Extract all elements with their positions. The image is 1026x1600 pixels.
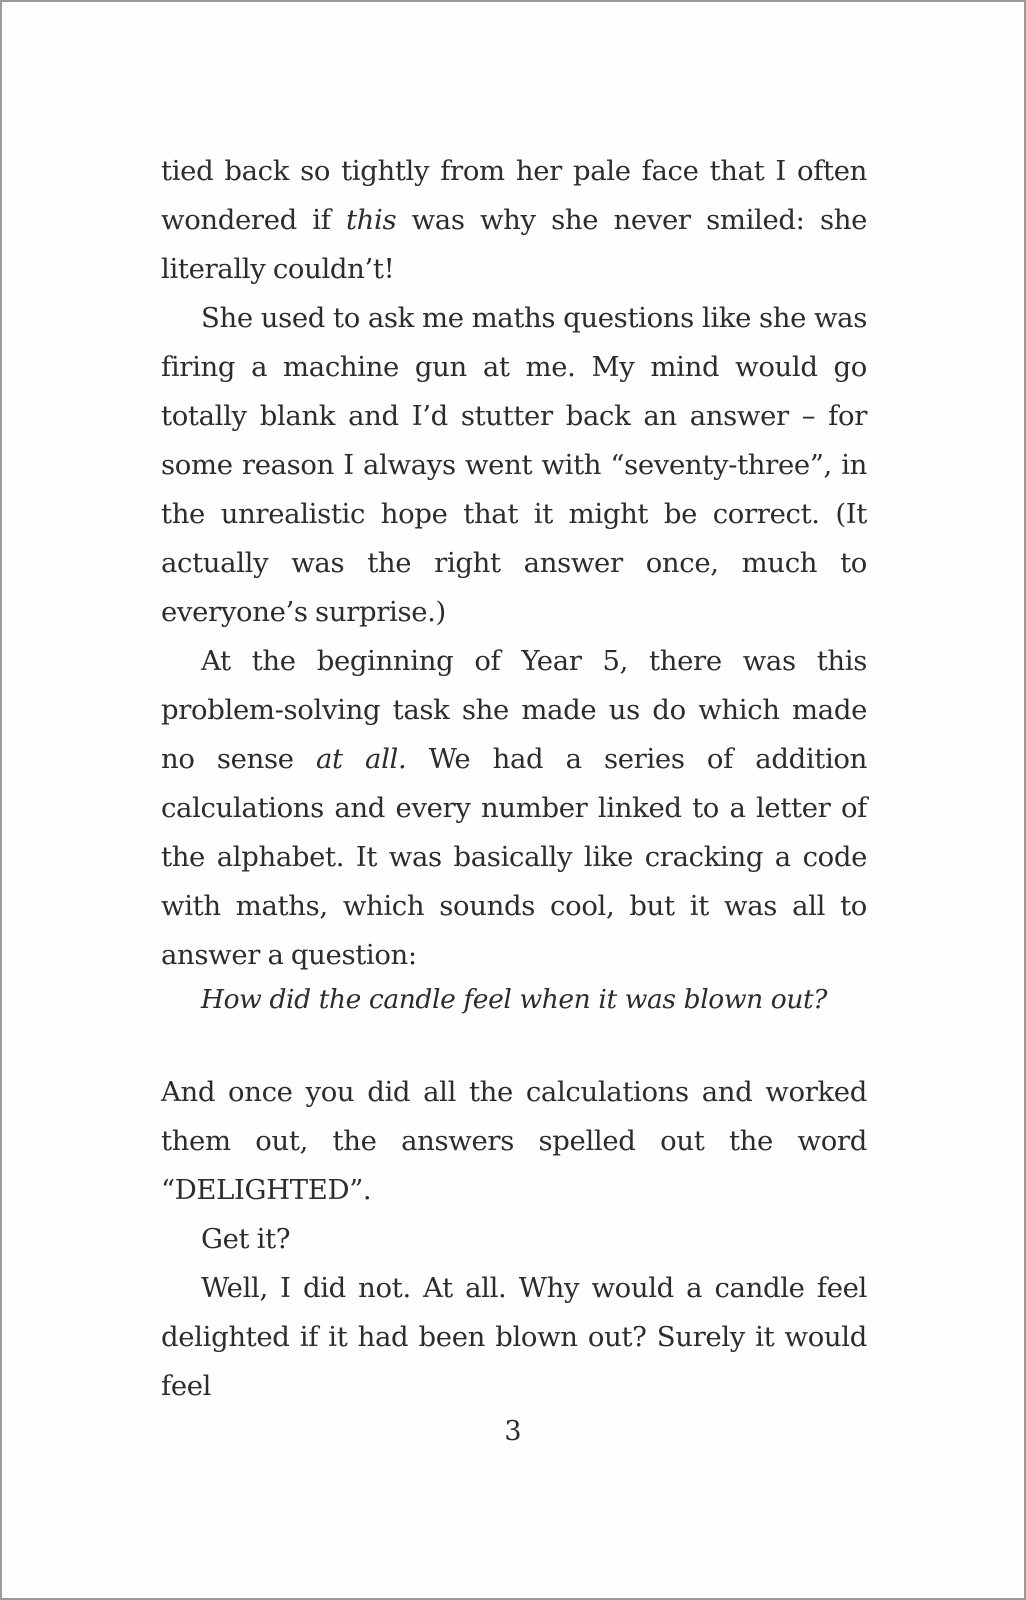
italic-text: this bbox=[345, 204, 397, 236]
paragraph bbox=[161, 147, 867, 294]
italic-question: How did the candle feel when it was blown out? bbox=[200, 984, 828, 1015]
paragraph-text: Well, I did not. At all. Why would a candle feel delighted if it had been blown out? Surely it would feel bbox=[161, 1272, 867, 1402]
italic-text: at all. bbox=[315, 743, 407, 775]
paragraph-text: And once you did all the calculations and worked them out, the answers spelled out the word “DELIGHTED”. bbox=[161, 1076, 867, 1206]
paragraph bbox=[161, 1264, 867, 1411]
paragraph-text: tied back so tightly from her pale face that I often wondered if bbox=[161, 155, 867, 236]
paragraph bbox=[161, 1215, 867, 1264]
paragraph bbox=[161, 637, 867, 980]
body-text-bottom bbox=[161, 1068, 867, 1411]
paragraph-text: was why she never smiled: she literally couldn’t! bbox=[161, 204, 868, 285]
body-text-top bbox=[161, 147, 867, 980]
paragraph bbox=[161, 1068, 867, 1215]
paragraph-text: She used to ask me maths questions like she was firing a machine gun at me. My mind would go totally blank and I’d stutter back an answer – for some reason I always went with “seventy-three”, in the unrealistic hope that it might be correct. (It actually was the right answer once, much to everyone’s surprise.) bbox=[161, 302, 867, 628]
paragraph-text: At the beginning of Year 5, there was this problem-solving task she made us do which made no sense bbox=[161, 645, 867, 775]
paragraph-text: Get it? bbox=[201, 1223, 291, 1255]
paragraph-text: We had a series of addition calculations and every number linked to a letter of the alphabet. It was basically like cracking a code with maths, which sounds cool, but it was all to answer a question: bbox=[161, 743, 868, 971]
paragraph bbox=[161, 294, 867, 637]
page-number: 3 bbox=[504, 1416, 522, 1447]
